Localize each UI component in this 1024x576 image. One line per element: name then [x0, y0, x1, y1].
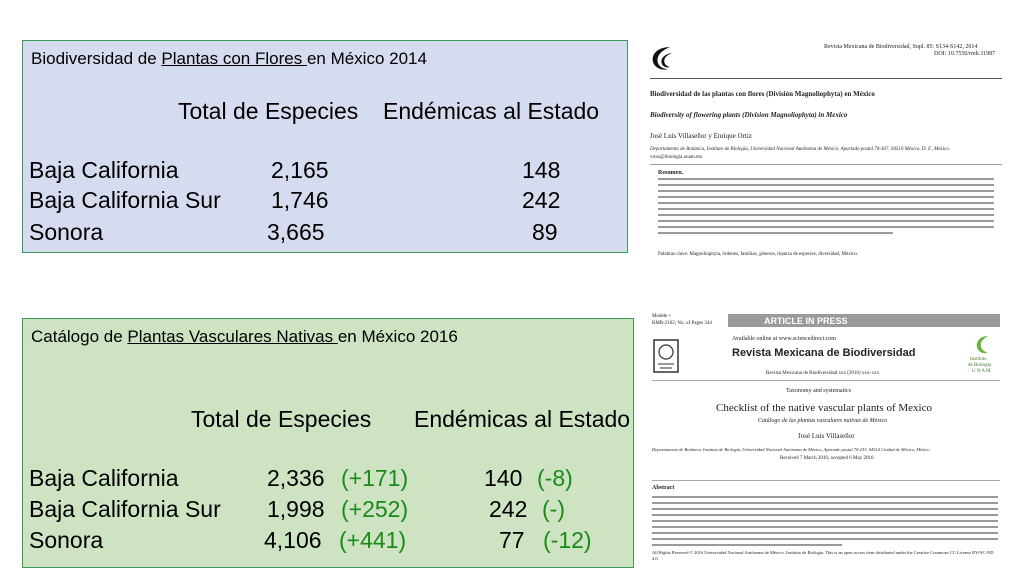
- copyright: All Rights Reserved © 2016 Universidad Nacional Autónoma de México, Instituto de Biología. This is an open access item distributed under the Creative Commons CC License BY-NC-ND 4.0.: [652, 550, 994, 561]
- affiliation: Departamento de Botánica, Instituto de Biología, Universidad Nacional Autónoma de México, Apartado postal 70-233, 04510 Ciudad de México, México: [652, 447, 930, 452]
- total-species-change: (+171): [341, 465, 409, 491]
- paper-2016-thumbnail: [648, 312, 1004, 570]
- unam-seal-icon: [652, 338, 680, 374]
- divider: [652, 380, 1000, 381]
- divider: [650, 78, 1002, 79]
- total-species-value: 1,746: [271, 187, 329, 213]
- table-row: [29, 527, 629, 557]
- total-species-change: (+252): [341, 496, 409, 522]
- paper-title-en: Checklist of the native vascular plants of Mexico: [716, 402, 932, 414]
- total-species-value: 4,106: [264, 527, 322, 553]
- caption-text: en México 2014: [306, 49, 427, 68]
- caption-text: Biodiversidad de: [31, 49, 162, 68]
- banner-text: ARTICLE IN PRESS: [764, 316, 848, 326]
- table-row: [29, 157, 629, 187]
- abstract-label: Resumen.: [658, 170, 684, 176]
- caption-underlined-text: Plantas con Flores: [161, 49, 307, 68]
- table-row: [29, 187, 629, 217]
- institute-label: Instituto: [970, 357, 987, 362]
- total-species-value: 3,665: [267, 219, 325, 245]
- author: José Luis Villaseñor: [798, 432, 855, 440]
- endemic-change: (-): [542, 496, 565, 522]
- divider: [650, 164, 1002, 165]
- header-endemic: Endémicas al Estado: [414, 406, 631, 432]
- panel-caption: [31, 49, 427, 69]
- panel-caption: [31, 327, 458, 347]
- endemic-change: (-8): [537, 465, 573, 491]
- endemic-value: 140: [484, 465, 523, 491]
- table-row: [29, 465, 629, 495]
- total-species-value: 2,165: [271, 157, 329, 183]
- abstract-label: Abstract: [652, 485, 675, 491]
- journal-citation: Revista Mexicana de Biodiversidad, Supl. 85: S134-S142, 2014: [824, 44, 978, 50]
- email: vrios@ibiologia.unam.mx: [650, 155, 703, 160]
- module-line: Modele +: [652, 314, 672, 319]
- state-name: Baja California: [29, 157, 179, 183]
- caption-underlined-text: Plantas Vasculares Nativas: [127, 327, 338, 346]
- abstract-text-lines: [652, 496, 998, 550]
- header-total-species: Total de Especies: [191, 406, 372, 432]
- endemic-value: 77: [499, 527, 525, 553]
- table-row: [29, 219, 629, 249]
- institute-label: U N A M: [972, 369, 991, 374]
- paper-title-es: Catálogo de las plantas vasculares nativas de México: [758, 418, 888, 424]
- instituto-biologia-icon: [974, 334, 992, 356]
- endemic-value: 148: [522, 157, 561, 183]
- available-online: Available online at www.sciencedirect.com: [732, 336, 836, 342]
- state-name: Baja California Sur: [29, 496, 221, 522]
- journal-name: Revista Mexicana de Biodiversidad: [732, 347, 916, 359]
- state-name: Baja California Sur: [29, 187, 221, 213]
- state-name: Baja California: [29, 465, 179, 491]
- paper-2014-thumbnail: [640, 38, 1010, 270]
- endemic-change: (-12): [543, 527, 592, 553]
- table-row: [29, 496, 629, 526]
- keywords: Palabras clave: Magnoliophyta, órdenes, familias, géneros, riqueza de especies, diversidad, México.: [658, 252, 859, 257]
- doi: DOI: 10.7550/rmb.31987: [934, 51, 996, 57]
- section-label: Taxonomy and systematics: [786, 388, 851, 394]
- flowering-plants-2014-panel: [22, 40, 628, 253]
- caption-text: Catálogo de: [31, 327, 128, 346]
- state-name: Sonora: [29, 527, 104, 553]
- caption-text: en México 2016: [337, 327, 458, 346]
- affiliation: Departamento de Botánica, Instituto de Biología, Universidad Nacional Autónoma de México, Apartado postal 70-367, 04510 México, D. F., México.: [650, 147, 951, 152]
- header-endemic: Endémicas al Estado: [383, 98, 600, 124]
- authors: José Luis Villaseñor y Enrique Ortiz: [650, 132, 752, 140]
- total-species-value: 2,336: [267, 465, 325, 491]
- total-species-value: 1,998: [267, 496, 325, 522]
- article-in-press-banner: [728, 314, 1000, 327]
- module-line: RMB-2162; No. of Pages 344: [652, 321, 712, 326]
- header-total-species: Total de Especies: [178, 98, 359, 124]
- institute-label: de Biología: [968, 363, 992, 368]
- total-species-change: (+441): [339, 527, 407, 553]
- paper-title-es: Biodiversidad de las plantas con flores (División Magnoliophyta) en México: [650, 90, 875, 98]
- divider: [652, 480, 1000, 481]
- paper-title-en: Biodiversity of flowering plants (Division Magnoliophyta) in Mexico: [650, 111, 848, 119]
- abstract-text-lines: [658, 178, 994, 238]
- journal-volume: Revista Mexicana de Biodiversidad xxx (2016) xxx–xxx: [766, 371, 880, 376]
- endemic-value: 242: [489, 496, 528, 522]
- journal-swirl-icon: [648, 44, 674, 74]
- vascular-plants-2016-panel: [22, 318, 634, 568]
- state-name: Sonora: [29, 219, 104, 245]
- received-dates: Received 7 March 2016; accepted 6 May 2016: [780, 456, 874, 461]
- endemic-value: 242: [522, 187, 561, 213]
- endemic-value: 89: [532, 219, 558, 245]
